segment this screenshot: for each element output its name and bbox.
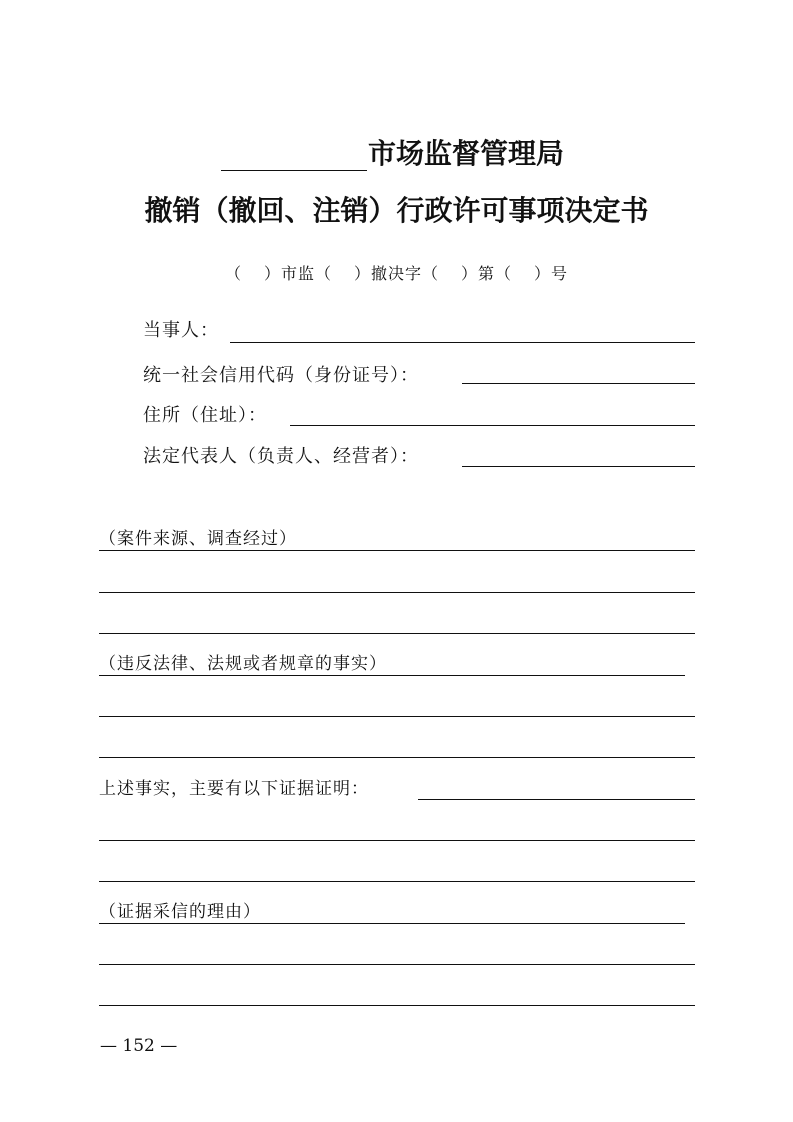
violation-facts-line-2: [99, 716, 695, 717]
legal-rep-label: 法定代表人（负责人、经营者）：: [143, 446, 419, 467]
address-underline: [290, 425, 695, 426]
credit-code-underline: [462, 383, 695, 384]
party-label: 当事人：: [143, 320, 219, 341]
evidence-reason-line-2: [99, 964, 695, 965]
docno-part-2: ）市监（: [263, 264, 332, 283]
docno-part-4: ）第（: [461, 264, 513, 283]
document-title: 撤销（撤回、注销）行政许可事项决定书: [144, 194, 649, 227]
case-source-line-2: [99, 592, 695, 593]
evidence-line-1: [418, 799, 695, 800]
page-number: — 152 —: [100, 1036, 178, 1056]
evidence-label: 上述事实，主要有以下证据证明：: [99, 779, 369, 799]
docno-part-1: （: [224, 264, 242, 283]
evidence-reason-label: （证据采信的理由）: [99, 902, 261, 922]
title-blank-underline: [221, 170, 367, 171]
evidence-reason-line-1: [99, 923, 685, 924]
docno-part-3: ）撤决字（: [353, 264, 439, 283]
legal-rep-underline: [462, 466, 695, 467]
title-line-1: [0, 134, 793, 178]
violation-facts-line-3: [99, 757, 695, 758]
party-underline: [230, 342, 695, 343]
docno-part-5: ）号: [534, 264, 569, 283]
violation-facts-line-1: [99, 675, 685, 676]
credit-code-label: 统一社会信用代码（身份证号）：: [143, 365, 419, 386]
evidence-reason-line-3: [99, 1005, 695, 1006]
title-agency: 市场监督管理局: [368, 137, 565, 170]
evidence-line-2: [99, 840, 695, 841]
document-number: [0, 262, 793, 286]
violation-facts-label: （违反法律、法规或者规章的事实）: [99, 654, 387, 674]
case-source-line-1: [99, 550, 695, 551]
address-label: 住所（住址）：: [143, 405, 267, 426]
case-source-label: （案件来源、调查经过）: [99, 529, 297, 549]
case-source-line-3: [99, 633, 695, 634]
evidence-line-3: [99, 881, 695, 882]
